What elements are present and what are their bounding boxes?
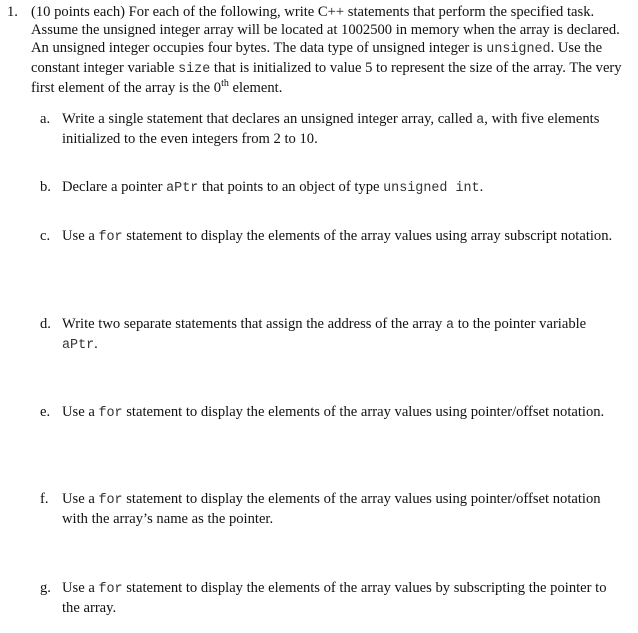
item-letter: f. [40, 491, 49, 507]
item-a [40, 110, 620, 148]
item-text: Use a [62, 580, 95, 596]
item-text: Declare a pointer [62, 179, 163, 195]
item-text: Use a [62, 404, 95, 420]
code-a: a [446, 318, 455, 333]
item-e [40, 403, 620, 423]
code-aptr: aPtr [166, 181, 199, 196]
item-text: . [94, 336, 98, 352]
code-for: for [98, 230, 123, 245]
item-letter: d. [40, 316, 51, 332]
item-text: Use a [62, 491, 95, 507]
item-text: statement to display the elements of the array values using pointer/offset notation with the array’s name as the pointer. [62, 491, 601, 527]
item-letter: e. [40, 404, 51, 420]
item-text: statement to display the elements of the array values using pointer/offset notation. [126, 404, 605, 420]
code-size: size [178, 62, 211, 77]
item-text: . [479, 179, 484, 195]
item-c [40, 227, 620, 247]
question-end: element. [232, 80, 283, 96]
item-text: Write a single statement that declares an unsigned integer array, called [62, 111, 473, 127]
superscript-th: th [221, 78, 229, 89]
item-letter: g. [40, 580, 51, 596]
question-mid1: . Use the constant integer variable [31, 40, 603, 76]
question-mid2: that is initialized to value 5 to represent the size of the array. The very first element of the array is the 0 [31, 60, 622, 96]
item-text: , with five elements initialized to the even integers from 2 to 10. [62, 111, 600, 147]
code-a: a [476, 113, 485, 128]
item-text: statement to display the elements of the array values by subscripting the pointer to the array. [62, 580, 607, 616]
item-text: Write two separate statements that assign the address of the array [62, 316, 443, 332]
item-letter: a. [40, 111, 51, 127]
item-letter: c. [40, 228, 51, 244]
code-for: for [98, 406, 123, 421]
question-intro: (10 points each) For each of the following, write C++ statements that perform the specified task. Assume the unsigned integer array will be located at 1002500 in memory when the array is declared. An unsigned integer occupies four bytes. The data type of unsigned integer is [31, 4, 620, 56]
item-g [40, 579, 620, 617]
question-number: 1. [7, 4, 18, 20]
code-unsigned: unsigned [486, 42, 551, 57]
item-letter: b. [40, 179, 51, 195]
code-aptr: aPtr [62, 338, 95, 353]
item-text: statement to display the elements of the array values using array subscript notation. [126, 228, 613, 244]
question-text [31, 3, 631, 97]
code-for: for [98, 493, 123, 508]
code-for: for [98, 582, 123, 597]
item-d [40, 315, 620, 355]
item-b [40, 178, 620, 198]
code-unsigned-int: unsigned int [383, 181, 480, 196]
item-f [40, 490, 620, 528]
item-text: Use a [62, 228, 95, 244]
item-text: to the pointer variable [457, 316, 587, 332]
item-text: that points to an object of type [201, 179, 380, 195]
